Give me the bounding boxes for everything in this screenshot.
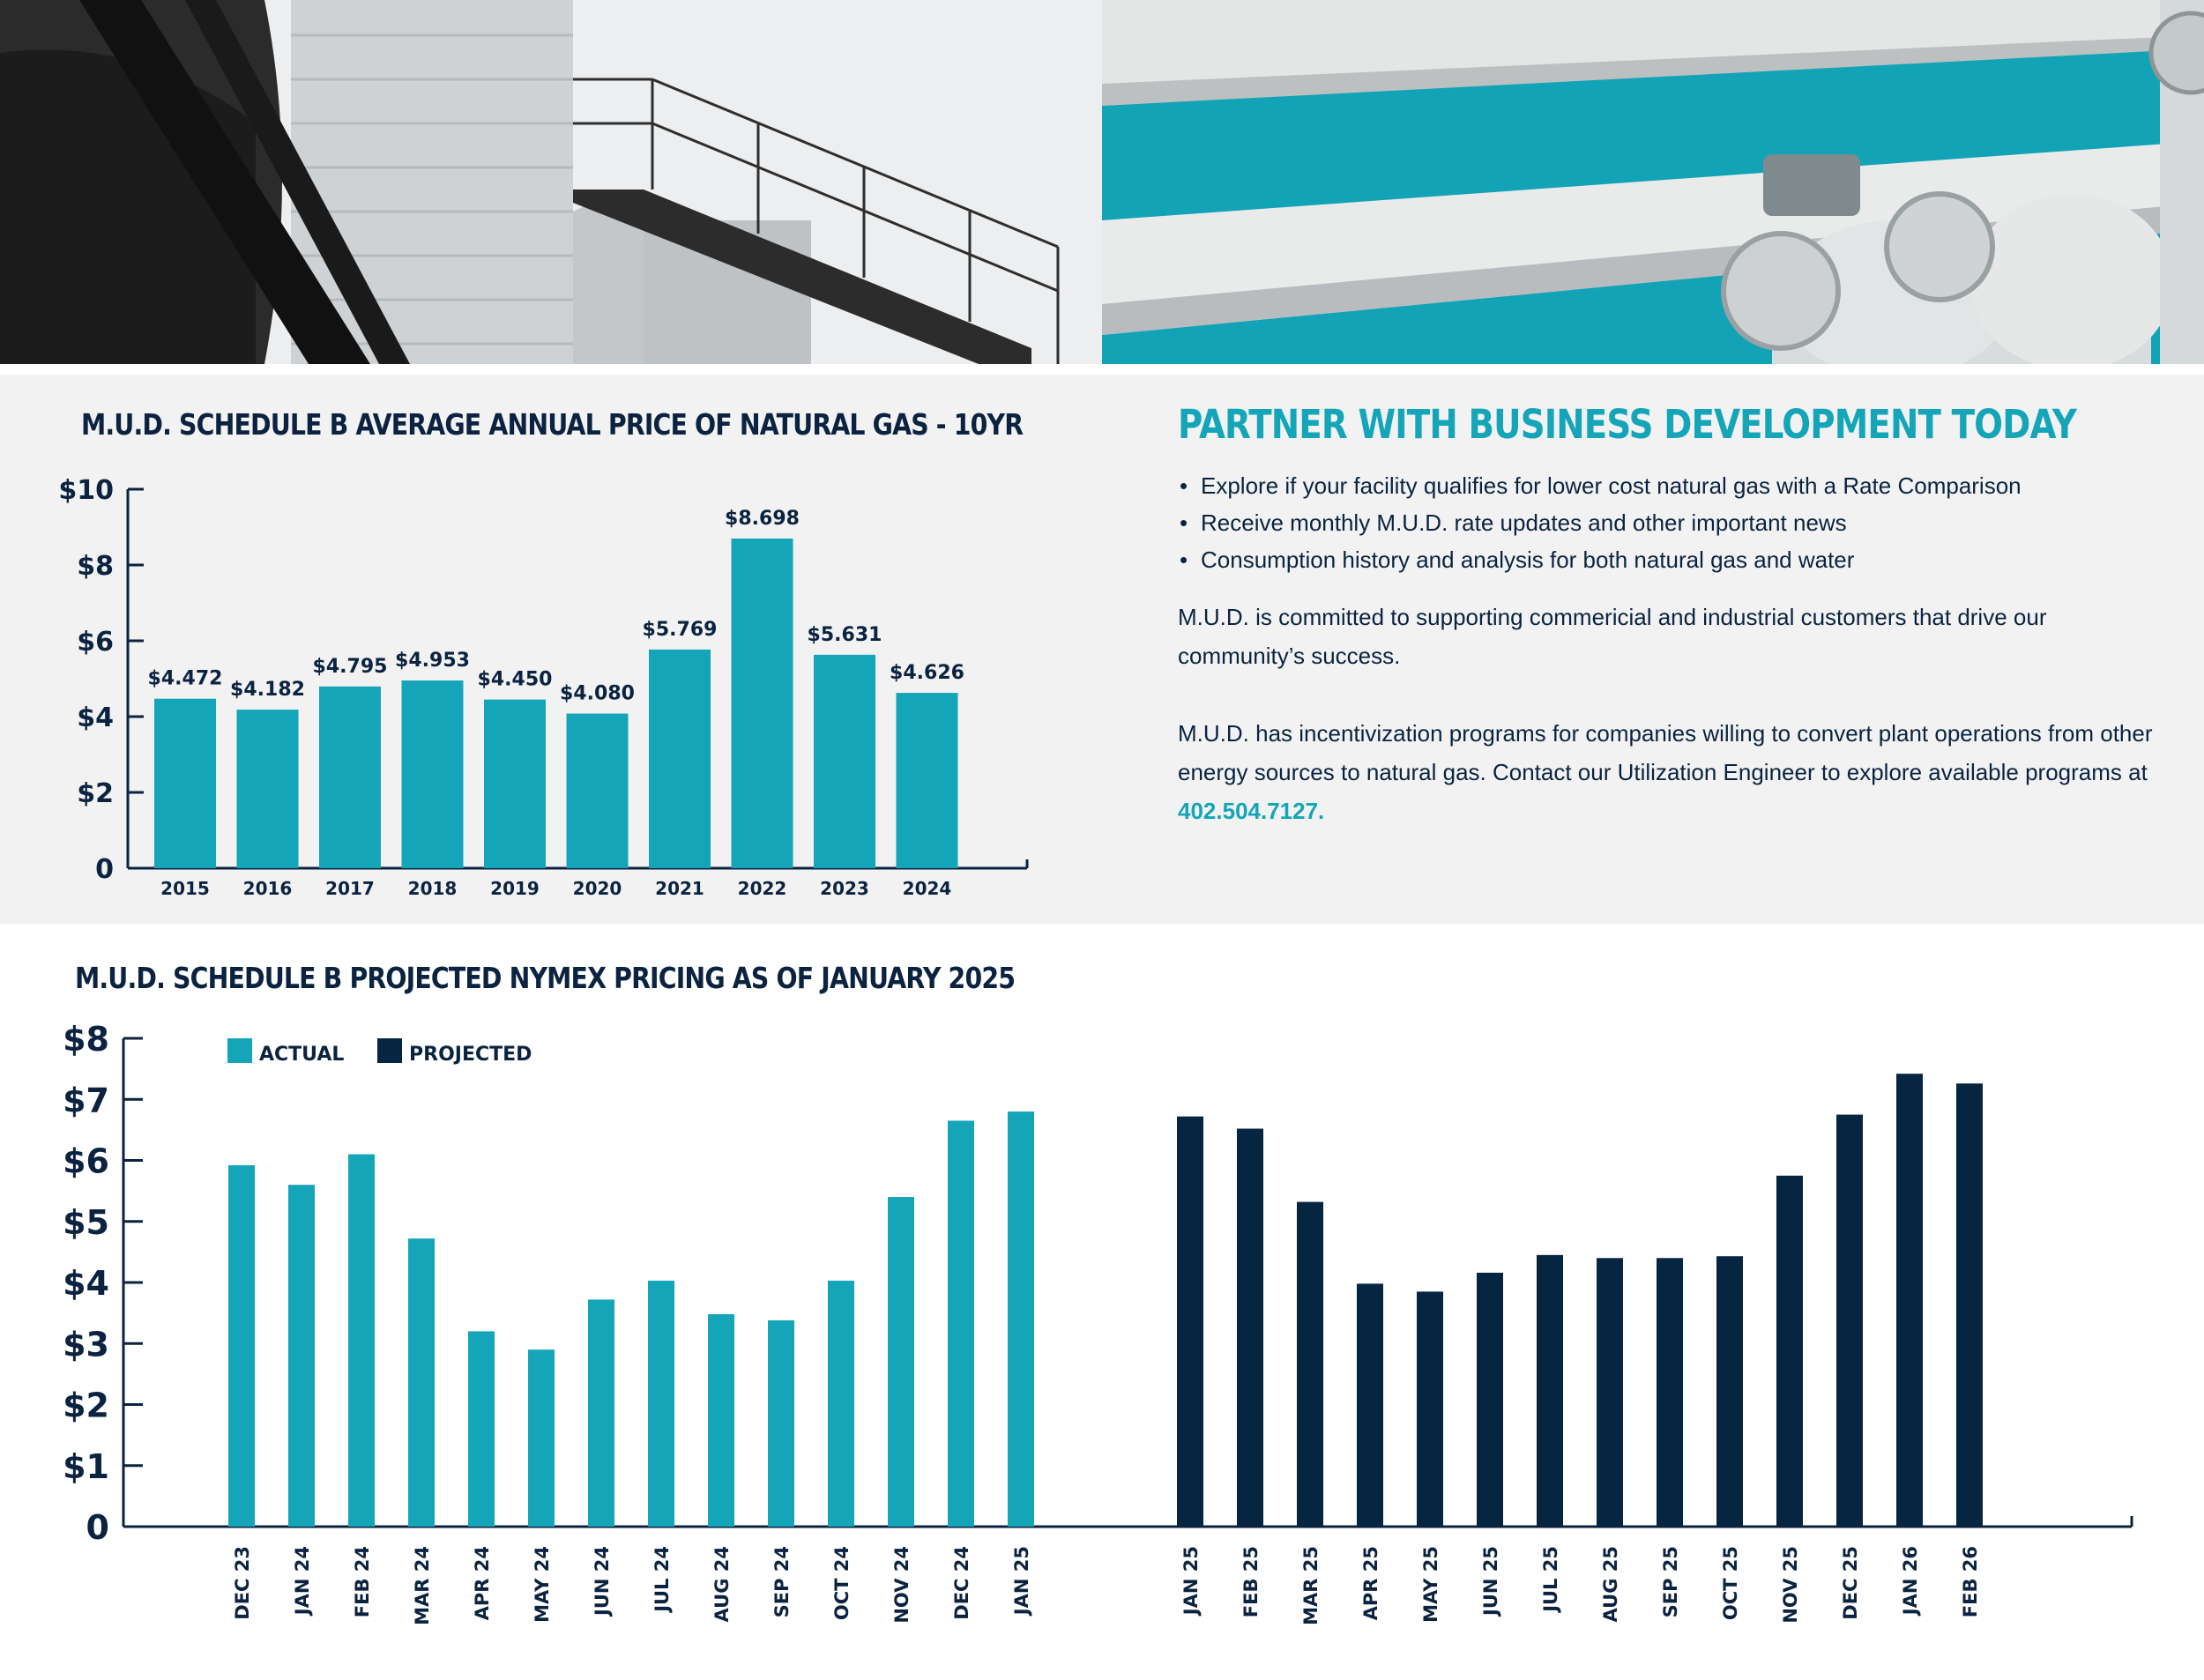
projected-bar (1237, 1128, 1263, 1527)
annual-price-chart (0, 458, 1058, 917)
actual-bar (648, 1281, 674, 1527)
actual-bar (468, 1331, 495, 1527)
projected-bar (1836, 1115, 1863, 1527)
legend-swatch (377, 1038, 402, 1063)
annual-bar (567, 714, 629, 868)
y-tick-label: $2 (63, 1386, 109, 1425)
x-tick-label: AUG 25 (1600, 1546, 1621, 1623)
incentive-text: M.U.D. has incentivization programs for companies willing to convert plant operations from other energy sources to natural gas. Contact our Utilization Engineer to explore available programs at (1178, 720, 2153, 785)
projected-bar (1357, 1283, 1383, 1527)
x-tick-label: FEB 24 (352, 1546, 373, 1618)
industrial-silo-photo (0, 0, 1102, 364)
x-tick-label: 2023 (820, 878, 869, 899)
annual-bar (319, 687, 381, 868)
partner-bullet: • Receive monthly M.U.D. rate updates and other important news (1178, 504, 2156, 541)
bar-value-label: $4.795 (312, 655, 388, 678)
legend-label: PROJECTED (409, 1044, 532, 1066)
y-tick-label: $7 (63, 1081, 109, 1120)
bar-value-label: $4.472 (147, 667, 223, 690)
y-tick-label: $4 (63, 1264, 109, 1303)
annual-bar (237, 710, 299, 868)
projected-bar (1657, 1258, 1683, 1527)
y-tick-label: 0 (95, 854, 114, 885)
actual-bar (828, 1281, 854, 1527)
y-tick-label: $5 (63, 1202, 109, 1242)
x-tick-label: 2016 (242, 878, 293, 899)
x-tick-label: 2021 (655, 878, 704, 899)
x-tick-label: JAN 24 (292, 1546, 313, 1616)
y-tick-label: $8 (63, 1020, 109, 1059)
partner-section (1178, 401, 2156, 869)
phone-link[interactable]: 402.504.7127. (1178, 798, 1325, 824)
x-tick-label: JAN 26 (1900, 1546, 1921, 1616)
bar-value-label: $5.631 (807, 623, 882, 646)
x-tick-label: JUL 24 (652, 1546, 673, 1612)
bar-value-label: $4.626 (890, 662, 964, 685)
x-tick-label: FEB 25 (1240, 1546, 1262, 1618)
x-tick-label: APR 25 (1360, 1546, 1381, 1621)
projected-bar (1177, 1117, 1203, 1527)
nymex-pricing-chart (0, 1005, 2204, 1680)
commitment-paragraph: M.U.D. is committed to supporting commericial and industrial customers that drive our community’s success. (1178, 604, 2047, 669)
y-tick-label: $6 (77, 627, 114, 658)
incentive-paragraph (1178, 714, 2156, 830)
x-tick-label: MAR 24 (412, 1546, 433, 1625)
y-tick-label: $10 (58, 475, 114, 506)
x-tick-label: JUN 25 (1480, 1546, 1501, 1616)
x-tick-label: OCT 24 (831, 1546, 853, 1621)
actual-bar (228, 1165, 255, 1527)
x-tick-label: SEP 25 (1660, 1546, 1681, 1618)
x-tick-label: JUN 24 (592, 1546, 613, 1616)
x-tick-label: DEC 25 (1840, 1546, 1861, 1620)
bar-value-label: $5.769 (642, 618, 718, 641)
y-tick-label: $4 (77, 702, 114, 733)
x-tick-label: 2022 (737, 878, 787, 899)
partner-bullet: • Consumption history and analysis for both natural gas and water (1178, 541, 2156, 578)
projected-bar (1477, 1273, 1503, 1527)
actual-bar (528, 1349, 555, 1527)
x-tick-label: JAN 25 (1011, 1546, 1032, 1616)
bar-value-label: $4.953 (395, 650, 470, 673)
y-tick-label: $6 (63, 1141, 109, 1181)
y-tick-label: $2 (77, 778, 114, 809)
projected-bar (1537, 1255, 1563, 1527)
x-tick-label: OCT 25 (1720, 1546, 1741, 1621)
projected-bar (1896, 1074, 1923, 1527)
annual-bar (732, 539, 793, 868)
x-tick-label: DEC 23 (232, 1546, 253, 1620)
x-tick-label: MAR 25 (1300, 1546, 1322, 1625)
y-tick-label: $3 (63, 1325, 109, 1364)
actual-bar (408, 1238, 435, 1527)
annual-bar (897, 693, 958, 868)
x-tick-label: NOV 25 (1780, 1546, 1801, 1624)
actual-bar (708, 1314, 734, 1527)
actual-bar (888, 1197, 914, 1527)
partner-bullet: • Explore if your facility qualifies for lower cost natural gas with a Rate Comparison (1178, 467, 2156, 504)
x-tick-label: 2019 (490, 878, 540, 899)
bar-value-label: $8.698 (725, 507, 800, 530)
projected-bar (1956, 1083, 1983, 1527)
projected-bar (1776, 1176, 1803, 1527)
x-tick-label: 2018 (407, 878, 458, 899)
bar-value-label: $4.080 (560, 682, 635, 705)
x-tick-label: MAY 24 (532, 1546, 553, 1623)
x-tick-label: 2024 (902, 878, 952, 899)
actual-bar (1008, 1111, 1034, 1527)
x-tick-label: 2017 (325, 878, 375, 899)
x-tick-label: 2020 (572, 878, 622, 899)
actual-bar (948, 1120, 974, 1527)
x-tick-label: APR 24 (472, 1546, 493, 1621)
x-tick-label: DEC 24 (951, 1546, 972, 1620)
x-tick-label: AUG 24 (711, 1546, 733, 1623)
x-tick-label: JAN 25 (1180, 1546, 1202, 1616)
industrial-pipes-photo (1102, 0, 2204, 364)
annual-chart-title: M.U.D. SCHEDULE B AVERAGE ANNUAL PRICE OF NATURAL GAS - 10YR (81, 407, 1024, 442)
annual-bar (649, 650, 711, 868)
actual-bar (288, 1185, 315, 1527)
projected-bar (1417, 1291, 1443, 1527)
actual-bar (588, 1299, 614, 1527)
x-tick-label: 2015 (160, 878, 210, 899)
x-tick-label: FEB 26 (1960, 1546, 1981, 1618)
x-tick-label: NOV 24 (891, 1546, 912, 1624)
partner-title: PARTNER WITH BUSINESS DEVELOPMENT TODAY (1178, 401, 2077, 448)
x-tick-label: JUL 25 (1540, 1546, 1561, 1612)
legend-label: ACTUAL (259, 1044, 345, 1066)
annual-bar (814, 655, 875, 868)
legend-swatch (227, 1038, 252, 1063)
annual-bar (484, 700, 546, 868)
bar-value-label: $4.450 (477, 668, 553, 691)
y-tick-label: $1 (63, 1446, 109, 1486)
partner-bullet-list (1178, 467, 2156, 578)
annual-bar (154, 699, 216, 868)
projected-bar (1297, 1202, 1323, 1527)
actual-bar (768, 1320, 794, 1527)
actual-bar (348, 1155, 375, 1527)
projected-bar (1597, 1258, 1623, 1527)
nymex-chart-title: M.U.D. SCHEDULE B PROJECTED NYMEX PRICING AS OF JANUARY 2025 (75, 961, 1016, 995)
y-tick-label: 0 (86, 1508, 109, 1547)
annual-bar (402, 680, 464, 868)
projected-bar (1716, 1256, 1743, 1527)
bar-value-label: $4.182 (230, 679, 305, 702)
y-tick-label: $8 (77, 551, 114, 582)
x-tick-label: MAY 25 (1420, 1546, 1441, 1623)
x-tick-label: SEP 24 (771, 1546, 793, 1618)
